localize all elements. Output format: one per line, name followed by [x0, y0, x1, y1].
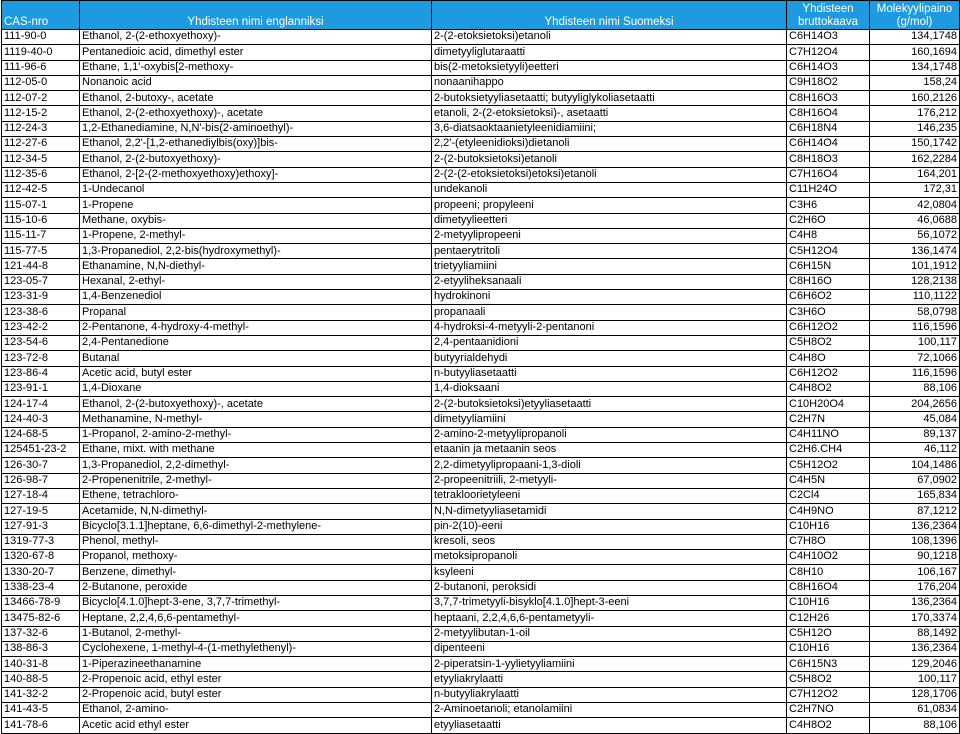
cas-number-cell: 140-88-5	[2, 672, 80, 687]
table-row	[2, 335, 960, 350]
formula-cell: C4H9NO	[787, 504, 870, 519]
molecular-weight-cell: 176,204	[870, 580, 960, 595]
english-name-cell: Ethanol, 2-(2-butoxyethoxy)-, acetate	[80, 397, 432, 412]
table-row	[2, 611, 960, 626]
formula-cell: C7H12O2	[787, 687, 870, 702]
finnish-name-cell: 2-amino-2-metyylipropanoli	[432, 427, 787, 442]
english-name-cell: Propanol, methoxy-	[80, 550, 432, 565]
english-name-cell: 1-Piperazineethanamine	[80, 657, 432, 672]
english-name-cell: 1-Propanol, 2-amino-2-methyl-	[80, 427, 432, 442]
cas-number-cell: 111-96-6	[2, 60, 80, 75]
molecular-weight-cell: 160,1694	[870, 45, 960, 60]
table-row	[2, 45, 960, 60]
cas-number-cell: 127-18-4	[2, 488, 80, 503]
table-body	[2, 30, 960, 734]
molecular-weight-cell: 134,1748	[870, 30, 960, 45]
cas-number-cell: 112-07-2	[2, 91, 80, 106]
finnish-name-cell: pentaerytritoli	[432, 244, 787, 259]
molecular-weight-cell: 56,1072	[870, 228, 960, 243]
table-row	[2, 30, 960, 45]
finnish-name-cell: nonaanihappo	[432, 75, 787, 90]
english-name-cell: 2-Pentanone, 4-hydroxy-4-methyl-	[80, 320, 432, 335]
cas-number-cell: 115-10-6	[2, 213, 80, 228]
table-row	[2, 228, 960, 243]
finnish-name-cell: 2-(2-etoksietoksi)etanoli	[432, 30, 787, 45]
cas-number-cell: 124-17-4	[2, 397, 80, 412]
cas-number-cell: 123-05-7	[2, 274, 80, 289]
english-name-cell: 2-Propenenitrile, 2-methyl-	[80, 473, 432, 488]
formula-cell: C6H18N4	[787, 121, 870, 136]
table-row	[2, 381, 960, 396]
table-row	[2, 182, 960, 197]
finnish-name-cell: 2-etyyliheksanaali	[432, 274, 787, 289]
table-row	[2, 366, 960, 381]
english-name-cell: Ethane, mixt. with methane	[80, 443, 432, 458]
english-name-cell: 2-Propenoic acid, butyl ester	[80, 687, 432, 702]
table-row	[2, 244, 960, 259]
finnish-name-cell: 2-metyylipropeeni	[432, 228, 787, 243]
formula-cell: C6H12O2	[787, 366, 870, 381]
finnish-name-cell: undekanoli	[432, 182, 787, 197]
finnish-name-cell: heptaani, 2,2,4,6,6-pentametyyli-	[432, 611, 787, 626]
english-name-cell: Ethanol, 2-(2-ethoxyethoxy)-, acetate	[80, 106, 432, 121]
finnish-name-cell: n-butyyliakrylaatti	[432, 687, 787, 702]
formula-cell: C5H8O2	[787, 672, 870, 687]
table-row	[2, 626, 960, 641]
table-row	[2, 75, 960, 90]
finnish-name-cell: 2,2'-(etyleenidioksi)dietanoli	[432, 137, 787, 152]
molecular-weight-cell: 136,1474	[870, 244, 960, 259]
formula-cell: C4H8O2	[787, 381, 870, 396]
table-row	[2, 703, 960, 718]
formula-cell: C3H6	[787, 198, 870, 213]
molecular-weight-cell: 88,1492	[870, 626, 960, 641]
finnish-name-cell: dimetyyliglutaraatti	[432, 45, 787, 60]
finnish-name-cell: etyyliakrylaatti	[432, 672, 787, 687]
english-name-cell: Ethane, 1,1'-oxybis[2-methoxy-	[80, 60, 432, 75]
finnish-name-cell: 2-butanoni, peroksidi	[432, 580, 787, 595]
finnish-name-cell: etyyliasetaatti	[432, 718, 787, 733]
cas-number-cell: 125451-23-2	[2, 443, 80, 458]
formula-cell: C9H18O2	[787, 75, 870, 90]
cas-number-cell: 123-86-4	[2, 366, 80, 381]
finnish-name-cell: 3,6-diatsaoktaanietyleenidiamiini;	[432, 121, 787, 136]
table-row	[2, 534, 960, 549]
table-row	[2, 718, 960, 733]
table-row	[2, 198, 960, 213]
english-name-cell: Ethanol, 2-(2-ethoxyethoxy)-	[80, 30, 432, 45]
formula-cell: C4H5N	[787, 473, 870, 488]
header-molecular-weight: Molekyylipaino (g/mol)	[870, 1, 960, 30]
molecular-weight-cell: 100,117	[870, 335, 960, 350]
cas-number-cell: 1319-77-3	[2, 534, 80, 549]
molecular-weight-cell: 88,106	[870, 718, 960, 733]
english-name-cell: Butanal	[80, 351, 432, 366]
finnish-name-cell: 2-(2-butoksietoksi)etanoli	[432, 152, 787, 167]
cas-number-cell: 123-91-1	[2, 381, 80, 396]
table-row	[2, 91, 960, 106]
formula-cell: C8H16O4	[787, 106, 870, 121]
table-row	[2, 473, 960, 488]
finnish-name-cell: etaanin ja metaanin seos	[432, 443, 787, 458]
formula-cell: C2Cl4	[787, 488, 870, 503]
finnish-name-cell: ksyleeni	[432, 565, 787, 580]
table-row	[2, 412, 960, 427]
english-name-cell: Methanamine, N-methyl-	[80, 412, 432, 427]
formula-cell: C5H12O4	[787, 244, 870, 259]
formula-cell: C6H14O4	[787, 137, 870, 152]
table-row	[2, 106, 960, 121]
compound-table	[1, 0, 960, 734]
molecular-weight-cell: 45,084	[870, 412, 960, 427]
molecular-weight-cell: 160,2126	[870, 91, 960, 106]
english-name-cell: 1,3-Propanediol, 2,2-bis(hydroxymethyl)-	[80, 244, 432, 259]
english-name-cell: Cyclohexene, 1-methyl-4-(1-methylethenyl)-	[80, 641, 432, 656]
molecular-weight-cell: 134,1748	[870, 60, 960, 75]
finnish-name-cell: 3,7,7-trimetyyli-bisyklo[4.1.0]hept-3-eeni	[432, 595, 787, 610]
molecular-weight-cell: 67,0902	[870, 473, 960, 488]
molecular-weight-cell: 87,1212	[870, 504, 960, 519]
finnish-name-cell: dimetyyliamiini	[432, 412, 787, 427]
table-row	[2, 121, 960, 136]
cas-number-cell: 112-05-0	[2, 75, 80, 90]
table-row	[2, 351, 960, 366]
cas-number-cell: 1330-20-7	[2, 565, 80, 580]
molecular-weight-cell: 88,106	[870, 381, 960, 396]
finnish-name-cell: metoksipropanoli	[432, 550, 787, 565]
cas-number-cell: 1320-67-8	[2, 550, 80, 565]
table-row	[2, 137, 960, 152]
english-name-cell: Ethanamine, N,N-diethyl-	[80, 259, 432, 274]
molecular-weight-cell: 106,167	[870, 565, 960, 580]
cas-number-cell: 137-32-6	[2, 626, 80, 641]
cas-number-cell: 140-31-8	[2, 657, 80, 672]
finnish-name-cell: bis(2-metoksietyyli)eetteri	[432, 60, 787, 75]
molecular-weight-cell: 128,1706	[870, 687, 960, 702]
header-cas: CAS-nro	[2, 1, 80, 30]
table-row	[2, 504, 960, 519]
cas-number-cell: 126-30-7	[2, 458, 80, 473]
formula-cell: C10H20O4	[787, 397, 870, 412]
formula-cell: C10H16	[787, 595, 870, 610]
finnish-name-cell: 2-butoksietyyliasetaatti; butyyliglykoliasetaatti	[432, 91, 787, 106]
molecular-weight-cell: 170,3374	[870, 611, 960, 626]
cas-number-cell: 127-19-5	[2, 504, 80, 519]
molecular-weight-cell: 165,834	[870, 488, 960, 503]
english-name-cell: 2,4-Pentanedione	[80, 335, 432, 350]
finnish-name-cell: 4-hydroksi-4-metyyli-2-pentanoni	[432, 320, 787, 335]
formula-cell: C4H10O2	[787, 550, 870, 565]
formula-cell: C2H6O	[787, 213, 870, 228]
formula-cell: C12H26	[787, 611, 870, 626]
cas-number-cell: 123-54-6	[2, 335, 80, 350]
english-name-cell: 2-Propenoic acid, ethyl ester	[80, 672, 432, 687]
formula-cell: C6H15N	[787, 259, 870, 274]
cas-number-cell: 141-78-6	[2, 718, 80, 733]
english-name-cell: Heptane, 2,2,4,6,6-pentamethyl-	[80, 611, 432, 626]
formula-cell: C2H7NO	[787, 703, 870, 718]
finnish-name-cell: butyyrialdehydi	[432, 351, 787, 366]
cas-number-cell: 124-68-5	[2, 427, 80, 442]
molecular-weight-cell: 90,1218	[870, 550, 960, 565]
header-row	[2, 1, 960, 30]
finnish-name-cell: pin-2(10)-eeni	[432, 519, 787, 534]
formula-cell: C4H8O2	[787, 718, 870, 733]
molecular-weight-cell: 176,212	[870, 106, 960, 121]
molecular-weight-cell: 136,2364	[870, 595, 960, 610]
table-row	[2, 488, 960, 503]
finnish-name-cell: dimetyylieetteri	[432, 213, 787, 228]
table-row	[2, 213, 960, 228]
formula-cell: C2H7N	[787, 412, 870, 427]
english-name-cell: Ethanol, 2-butoxy-, acetate	[80, 91, 432, 106]
molecular-weight-cell: 172,31	[870, 182, 960, 197]
formula-cell: C2H6.CH4	[787, 443, 870, 458]
formula-cell: C5H12O	[787, 626, 870, 641]
cas-number-cell: 112-35-6	[2, 167, 80, 182]
cas-number-cell: 115-07-1	[2, 198, 80, 213]
molecular-weight-cell: 162,2284	[870, 152, 960, 167]
table-header	[2, 1, 960, 30]
molecular-weight-cell: 104,1486	[870, 458, 960, 473]
cas-number-cell: 111-90-0	[2, 30, 80, 45]
table-row	[2, 458, 960, 473]
formula-cell: C7H16O4	[787, 167, 870, 182]
table-row	[2, 580, 960, 595]
english-name-cell: Phenol, methyl-	[80, 534, 432, 549]
english-name-cell: 1,3-Propanediol, 2,2-dimethyl-	[80, 458, 432, 473]
table-row	[2, 443, 960, 458]
cas-number-cell: 115-11-7	[2, 228, 80, 243]
finnish-name-cell: dipenteeni	[432, 641, 787, 656]
table-row	[2, 641, 960, 656]
english-name-cell: Methane, oxybis-	[80, 213, 432, 228]
formula-cell: C6H6O2	[787, 290, 870, 305]
table-row	[2, 565, 960, 580]
molecular-weight-cell: 136,2364	[870, 641, 960, 656]
formula-cell: C8H18O3	[787, 152, 870, 167]
molecular-weight-cell: 101,1912	[870, 259, 960, 274]
table-row	[2, 320, 960, 335]
cas-number-cell: 127-91-3	[2, 519, 80, 534]
molecular-weight-cell: 110,1122	[870, 290, 960, 305]
molecular-weight-cell: 72,1066	[870, 351, 960, 366]
table-row	[2, 397, 960, 412]
cas-number-cell: 123-72-8	[2, 351, 80, 366]
molecular-weight-cell: 42,0804	[870, 198, 960, 213]
cas-number-cell: 1119-40-0	[2, 45, 80, 60]
cas-number-cell: 123-42-2	[2, 320, 80, 335]
molecular-weight-cell: 204,2656	[870, 397, 960, 412]
formula-cell: C6H12O2	[787, 320, 870, 335]
finnish-name-cell: etanoli, 2-(2-etoksietoksi)-, asetaatti	[432, 106, 787, 121]
english-name-cell: Propanal	[80, 305, 432, 320]
cas-number-cell: 121-44-8	[2, 259, 80, 274]
cas-number-cell: 141-43-5	[2, 703, 80, 718]
table-row	[2, 657, 960, 672]
finnish-name-cell: hydrokinoni	[432, 290, 787, 305]
table-row	[2, 274, 960, 289]
table-row	[2, 167, 960, 182]
formula-cell: C10H16	[787, 519, 870, 534]
english-name-cell: Ethene, tetrachloro-	[80, 488, 432, 503]
molecular-weight-cell: 146,235	[870, 121, 960, 136]
cas-number-cell: 13466-78-9	[2, 595, 80, 610]
cas-number-cell: 126-98-7	[2, 473, 80, 488]
formula-cell: C10H16	[787, 641, 870, 656]
molecular-weight-cell: 158,24	[870, 75, 960, 90]
formula-cell: C5H12O2	[787, 458, 870, 473]
finnish-name-cell: propanaali	[432, 305, 787, 320]
finnish-name-cell: 2-piperatsin-1-yylietyyliamiini	[432, 657, 787, 672]
table-row	[2, 519, 960, 534]
formula-cell: C7H8O	[787, 534, 870, 549]
molecular-weight-cell: 61,0834	[870, 703, 960, 718]
cas-number-cell: 112-24-3	[2, 121, 80, 136]
cas-number-cell: 123-31-9	[2, 290, 80, 305]
table-row	[2, 595, 960, 610]
cas-number-cell: 112-34-5	[2, 152, 80, 167]
english-name-cell: 1,4-Dioxane	[80, 381, 432, 396]
finnish-name-cell: N,N-dimetyyliasetamidi	[432, 504, 787, 519]
cas-number-cell: 141-32-2	[2, 687, 80, 702]
finnish-name-cell: 2-metyylibutan-1-oil	[432, 626, 787, 641]
finnish-name-cell: 1,4-dioksaani	[432, 381, 787, 396]
finnish-name-cell: 2-propeenitriili, 2-metyyli-	[432, 473, 787, 488]
finnish-name-cell: propeeni; propyleeni	[432, 198, 787, 213]
formula-cell: C4H8	[787, 228, 870, 243]
english-name-cell: Pentanedioic acid, dimethyl ester	[80, 45, 432, 60]
table-row	[2, 550, 960, 565]
molecular-weight-cell: 150,1742	[870, 137, 960, 152]
molecular-weight-cell: 129,2046	[870, 657, 960, 672]
formula-cell: C8H16O4	[787, 580, 870, 595]
molecular-weight-cell: 116,1596	[870, 320, 960, 335]
formula-cell: C6H14O3	[787, 60, 870, 75]
finnish-name-cell: 2,2-dimetyylipropaani-1,3-dioli	[432, 458, 787, 473]
cas-number-cell: 13475-82-6	[2, 611, 80, 626]
header-name-fi: Yhdisteen nimi Suomeksi	[432, 1, 787, 30]
table-row	[2, 687, 960, 702]
molecular-weight-cell: 46,0688	[870, 213, 960, 228]
formula-cell: C8H16O	[787, 274, 870, 289]
formula-cell: C11H24O	[787, 182, 870, 197]
english-name-cell: 1-Propene	[80, 198, 432, 213]
cas-number-cell: 112-27-6	[2, 137, 80, 152]
cas-number-cell: 1338-23-4	[2, 580, 80, 595]
english-name-cell: Bicyclo[4.1.0]hept-3-ene, 3,7,7-trimethyl-	[80, 595, 432, 610]
molecular-weight-cell: 100,117	[870, 672, 960, 687]
finnish-name-cell: 2-Aminoetanoli; etanolamiini	[432, 703, 787, 718]
table-row	[2, 427, 960, 442]
cas-number-cell: 138-86-3	[2, 641, 80, 656]
english-name-cell: Hexanal, 2-ethyl-	[80, 274, 432, 289]
finnish-name-cell: n-butyyliasetaatti	[432, 366, 787, 381]
molecular-weight-cell: 128,2138	[870, 274, 960, 289]
english-name-cell: Acetic acid, butyl ester	[80, 366, 432, 381]
table-row	[2, 672, 960, 687]
cas-number-cell: 123-38-6	[2, 305, 80, 320]
table-row	[2, 152, 960, 167]
formula-cell: C3H6O	[787, 305, 870, 320]
formula-cell: C4H11NO	[787, 427, 870, 442]
formula-cell: C8H10	[787, 565, 870, 580]
formula-cell: C4H8O	[787, 351, 870, 366]
english-name-cell: 2-Butanone, peroxide	[80, 580, 432, 595]
molecular-weight-cell: 136,2364	[870, 519, 960, 534]
english-name-cell: 1-Propene, 2-methyl-	[80, 228, 432, 243]
english-name-cell: Nonanoic acid	[80, 75, 432, 90]
english-name-cell: Benzene, dimethyl-	[80, 565, 432, 580]
table-row	[2, 290, 960, 305]
molecular-weight-cell: 58,0798	[870, 305, 960, 320]
header-formula: Yhdisteen bruttokaava	[787, 1, 870, 30]
english-name-cell: Ethanol, 2-[2-(2-methoxyethoxy)ethoxy]-	[80, 167, 432, 182]
header-name-en: Yhdisteen nimi englanniksi	[80, 1, 432, 30]
table-row	[2, 305, 960, 320]
formula-cell: C6H15N3	[787, 657, 870, 672]
finnish-name-cell: 2-(2-butoksietoksi)etyyliasetaatti	[432, 397, 787, 412]
cas-number-cell: 124-40-3	[2, 412, 80, 427]
cas-number-cell: 112-15-2	[2, 106, 80, 121]
finnish-name-cell: 2,4-pentaanidioni	[432, 335, 787, 350]
finnish-name-cell: kresoli, seos	[432, 534, 787, 549]
english-name-cell: 1-Butanol, 2-methyl-	[80, 626, 432, 641]
finnish-name-cell: tetrakloorietyleeni	[432, 488, 787, 503]
formula-cell: C5H8O2	[787, 335, 870, 350]
formula-cell: C6H14O3	[787, 30, 870, 45]
molecular-weight-cell: 89,137	[870, 427, 960, 442]
molecular-weight-cell: 116,1596	[870, 366, 960, 381]
formula-cell: C7H12O4	[787, 45, 870, 60]
english-name-cell: Ethanol, 2-amino-	[80, 703, 432, 718]
finnish-name-cell: 2-(2-(2-etoksietoksi)etoksi)etanoli	[432, 167, 787, 182]
english-name-cell: Acetic acid ethyl ester	[80, 718, 432, 733]
table-row	[2, 259, 960, 274]
cas-number-cell: 112-42-5	[2, 182, 80, 197]
cas-number-cell: 115-77-5	[2, 244, 80, 259]
english-name-cell: Ethanol, 2-(2-butoxyethoxy)-	[80, 152, 432, 167]
molecular-weight-cell: 164,201	[870, 167, 960, 182]
english-name-cell: Bicyclo[3.1.1]heptane, 6,6-dimethyl-2-methylene-	[80, 519, 432, 534]
english-name-cell: Ethanol, 2,2'-[1,2-ethanediylbis(oxy)]bis-	[80, 137, 432, 152]
english-name-cell: 1,4-Benzenediol	[80, 290, 432, 305]
english-name-cell: Acetamide, N,N-dimethyl-	[80, 504, 432, 519]
molecular-weight-cell: 108,1396	[870, 534, 960, 549]
finnish-name-cell: trietyyliamiini	[432, 259, 787, 274]
english-name-cell: 1,2-Ethanediamine, N,N'-bis(2-aminoethyl)-	[80, 121, 432, 136]
english-name-cell: 1-Undecanol	[80, 182, 432, 197]
formula-cell: C8H16O3	[787, 91, 870, 106]
molecular-weight-cell: 46,112	[870, 443, 960, 458]
table-row	[2, 60, 960, 75]
